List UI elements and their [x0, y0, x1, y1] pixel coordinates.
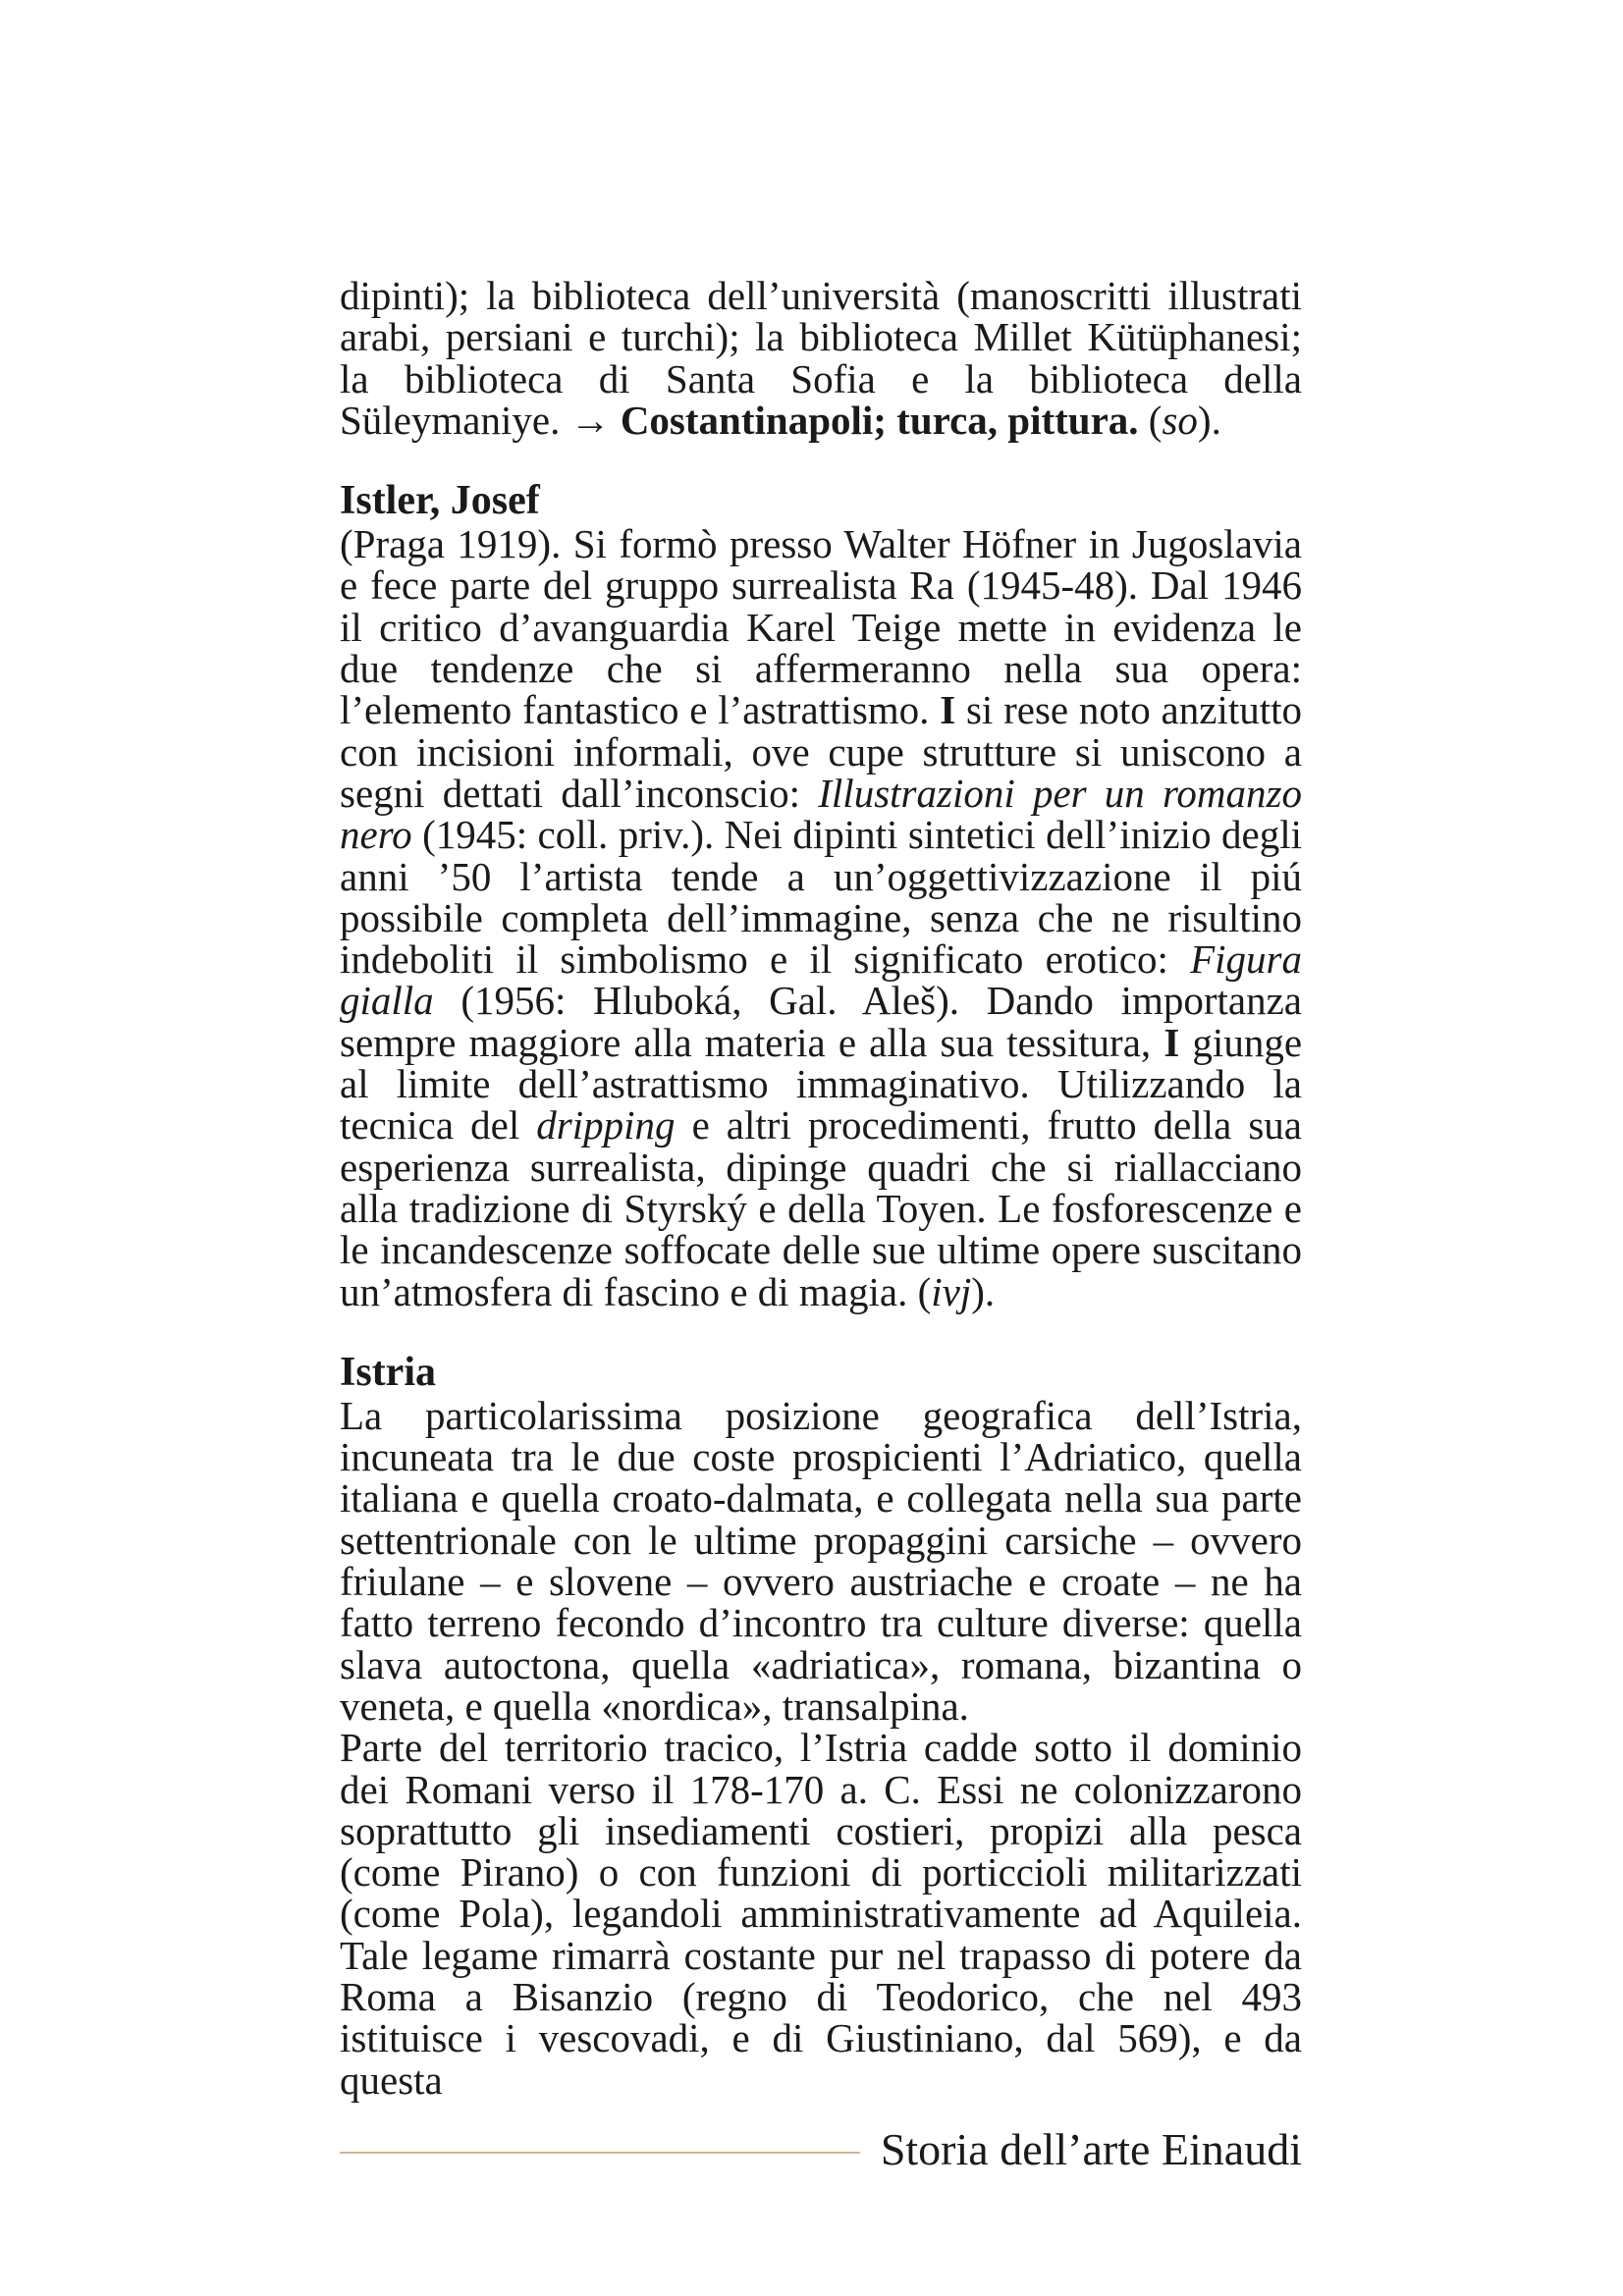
entry-text: si rese noto anzitutto con incisioni informali, ove cupe strutture si uniscono a segni dettati dall’inconscio:	[340, 687, 1303, 816]
entry-text: (Praga 1919). Si formò presso Walter Höfner in Jugoslavia e fece parte del gruppo surrealista Ra (1945-48). Dal 1946 il critico d’avanguardia Karel Teige mette in evidenza le due tendenze che si affermeranno nella sua opera: l’elemento fantastico e l’astrattismo.	[340, 521, 1302, 733]
page-footer	[340, 2120, 1302, 2179]
intro-text: dipinti); la biblioteca dell’università (manoscritti illustrati arabi, persiani e turchi); la biblioteca Millet Kütüphanesi; la biblioteca di Santa Sofia e la biblioteca della Süleymaniye.	[340, 273, 1302, 443]
entry-paragraph: La particolarissima posizione geografica dell’Istria, incuneata tra le due coste prospicienti l’Adriatico, quella italiana e quella croato-dalmata, e collegata nella sua parte settentrionale con le ultime propaggini carsiche – ovvero friulane – e slovene – ovvero austriache e croate – ne ha fatto terreno fecondo d’incontro tra culture diverse: quella slava autoctona, quella «adriatica», romana, bizantina o veneta, e quella «nordica», transalpina.	[340, 1392, 1302, 1729]
author-paren-open: (	[917, 1268, 932, 1314]
entry-abbrev: I	[1163, 1019, 1180, 1065]
entry-paragraph	[340, 523, 1302, 1312]
arrow-icon: →	[569, 397, 611, 443]
footer-rule	[340, 2152, 860, 2154]
entry-text: (1956: Hluboká, Gal. Aleš). Dando importanza sempre maggiore alla materia e alla sua tessitura,	[340, 978, 1302, 1065]
work-title: Figura gialla	[340, 936, 1302, 1024]
author-paren-open: (	[1148, 397, 1163, 443]
work-title: Illustrazioni per un romanzo nero	[340, 770, 1302, 858]
entry-text: giunge al limite dell’astrattismo immaginativo. Utilizzando la tecnica del	[340, 1019, 1303, 1148]
publication-title: Storia dell’arte Einaudi	[880, 2124, 1302, 2174]
entry-text: (1945: coll. priv.). Nei dipinti sintetici dell’inizio degli anni ’50 l’artista tende a un’oggettivizzazione il piú possibile completa dell’immagine, senza che ne risultino indeboliti il simbolismo e il significato erotico:	[340, 812, 1302, 983]
author-initials: so	[1162, 397, 1198, 443]
cross-reference: Costantinapoli; turca, pittura.	[620, 397, 1139, 443]
technique-term: dripping	[536, 1102, 676, 1148]
intro-paragraph	[340, 275, 1302, 441]
page-body	[340, 275, 1302, 2101]
author-paren-close: ).	[1197, 397, 1221, 443]
author-paren-close: ).	[971, 1268, 996, 1314]
entry-paragraph: Parte del territorio tracico, l’Istria cadde sotto il dominio dei Romani verso il 178-170 a. C. Essi ne colonizzarono soprattutto gli insediamenti costieri, propizi alla pesca (come Pirano) o con funzioni di porticcioli militarizzati (come Pola), legandoli amministrativamente ad Aquileia. Tale legame rimarrà costante pur nel trapasso di potere da Roma a Bisanzio (regno di Teodorico, che nel 493 istituisce i vescovadi, e di Giustiniano, dal 569), e da questa	[340, 1725, 1302, 2103]
author-initials: ivj	[931, 1268, 972, 1314]
entry-abbrev: I	[940, 687, 956, 733]
entry-title: Istria	[340, 1349, 436, 1395]
entry-text: e altri procedimenti, frutto della sua esperienza surrealista, dipinge quadri che si riallacciano alla tradizione di Styrský e della Toyen. Le fosforescenze e le incandescenze soffocate delle sue ultime opere suscitano un’atmosfera di fascino e di magia.	[340, 1102, 1302, 1314]
entry-title: Istler, Josef	[340, 478, 540, 524]
